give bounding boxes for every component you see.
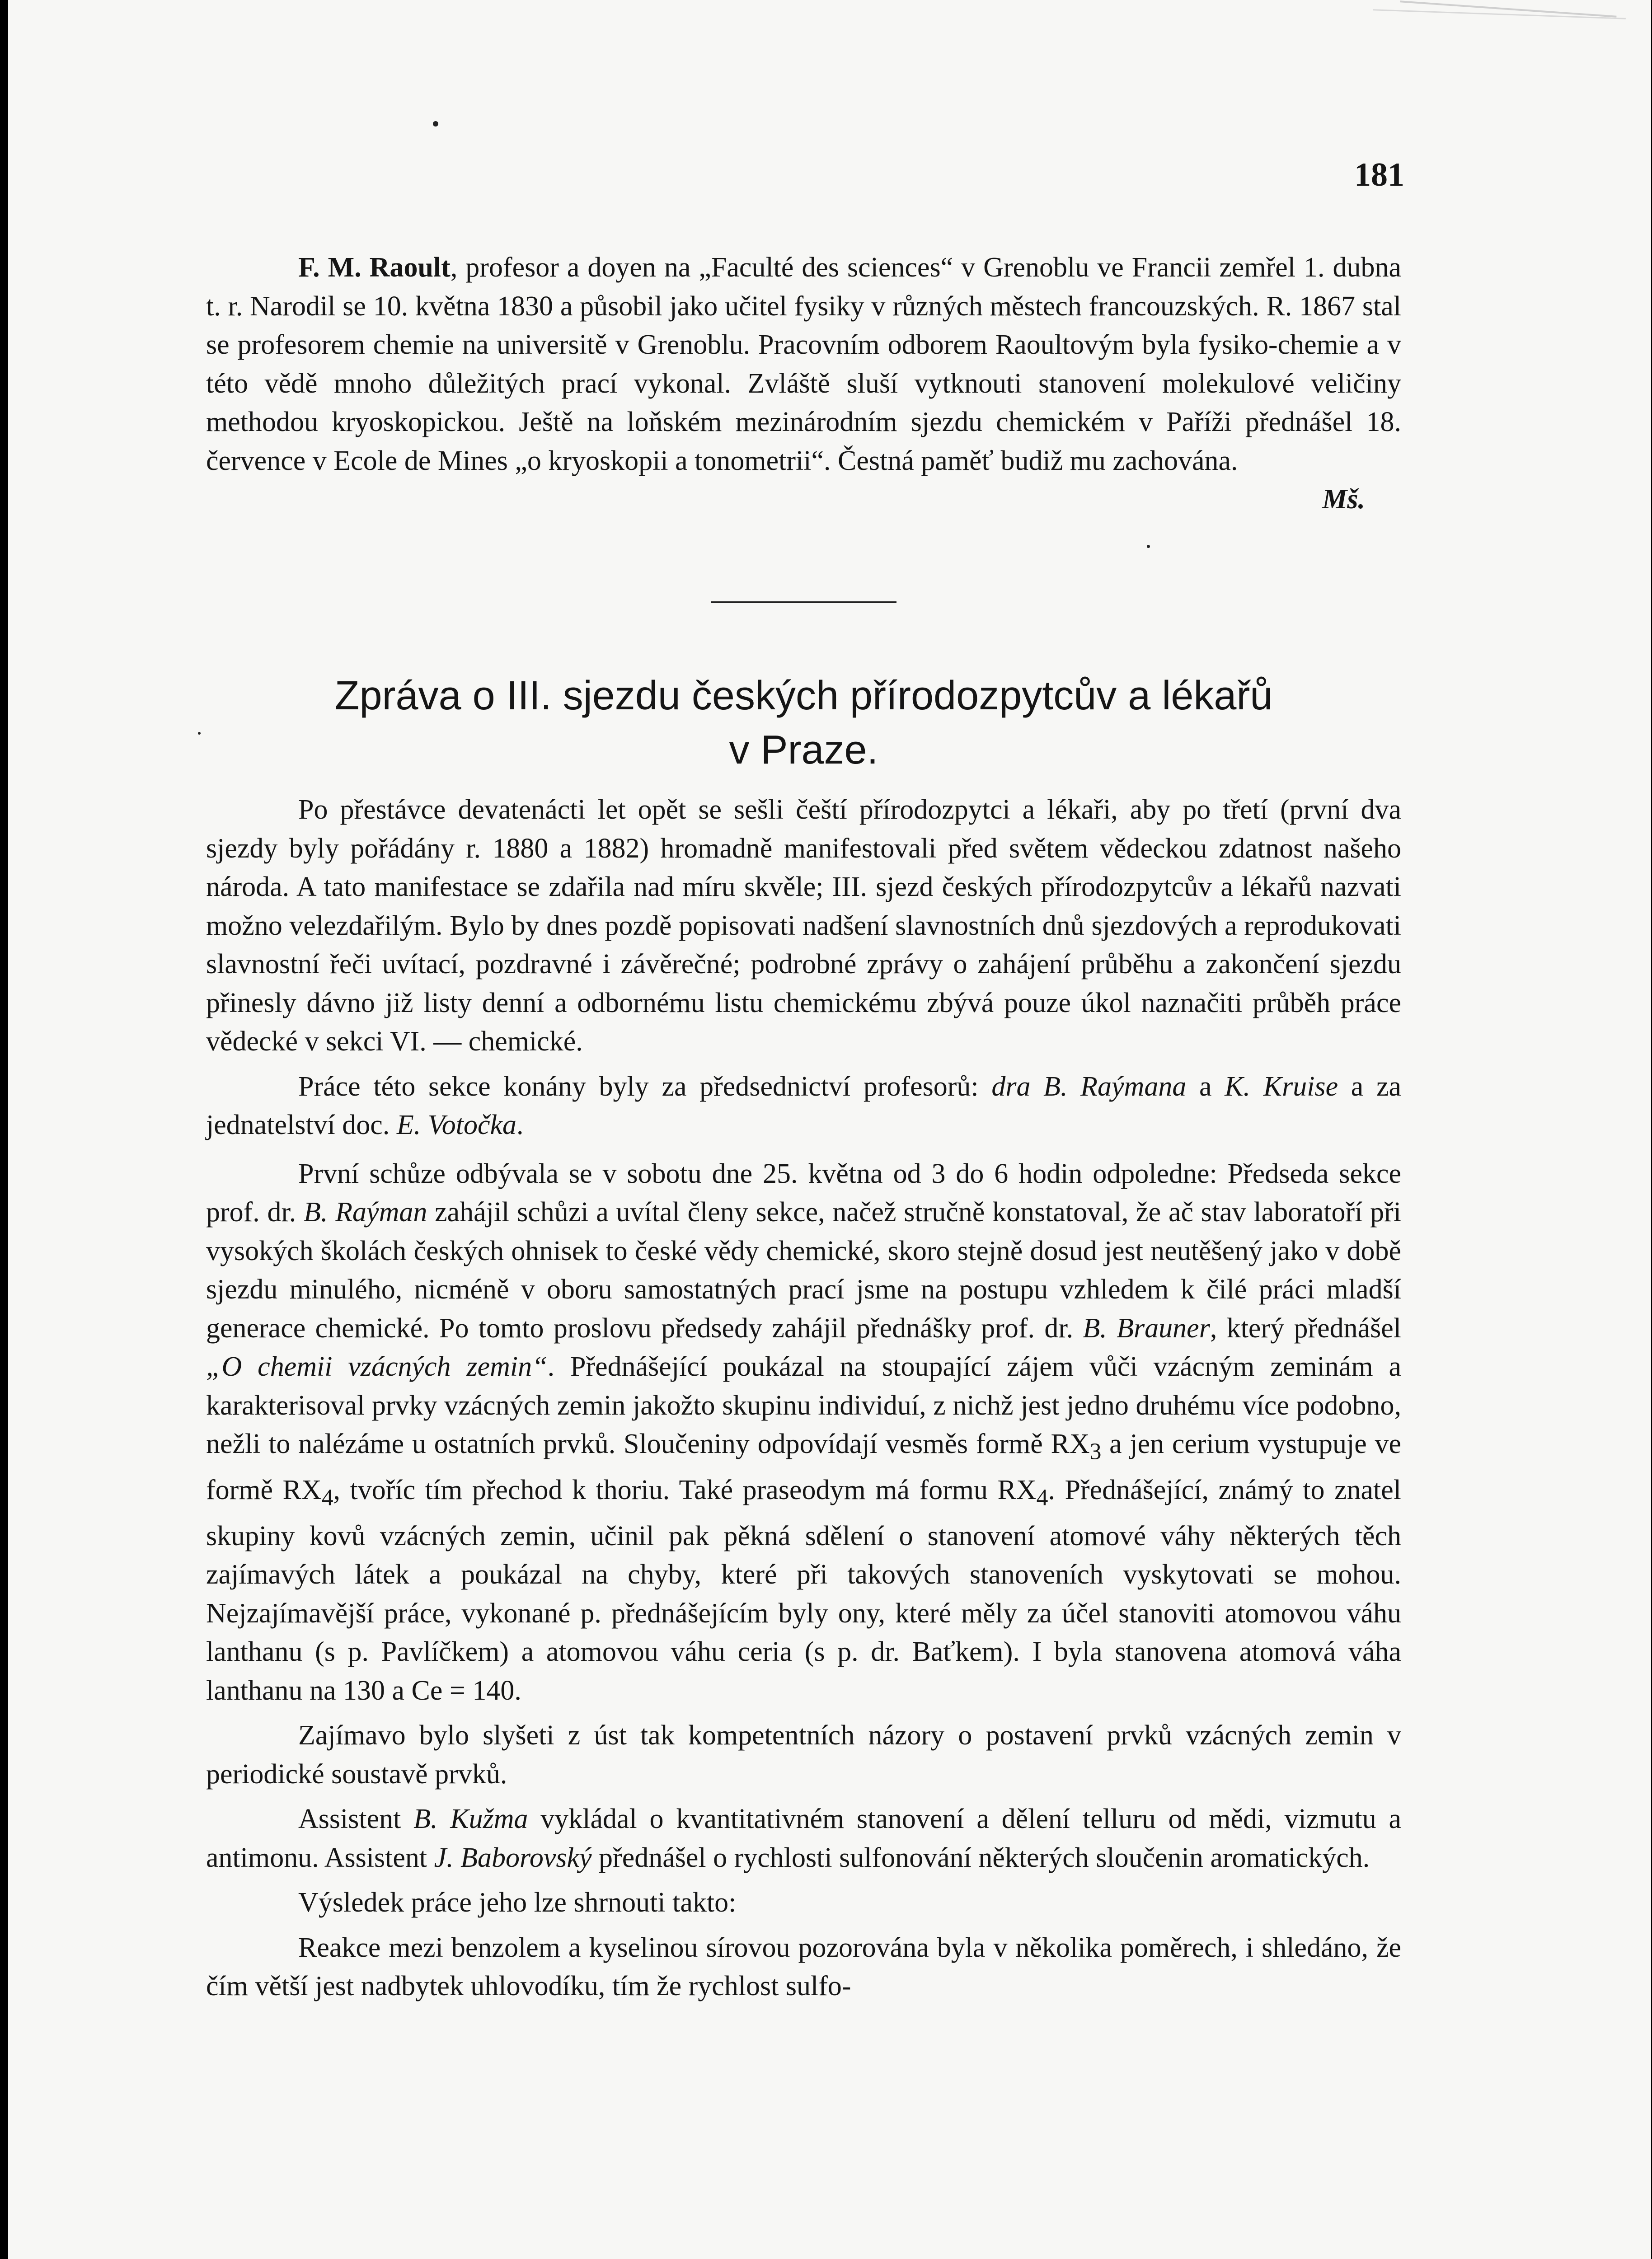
person-name: B. Brauner (1083, 1312, 1210, 1344)
person-name: E. Votočka (396, 1110, 516, 1140)
lecture-title: „O chemii vzácných zemin“ (206, 1351, 548, 1382)
text-run: a za jednatelství doc. (206, 1071, 1401, 1140)
report-title-line2: v Praze. (729, 727, 878, 773)
paragraph-2 (206, 1068, 1401, 1145)
text-run: a jen cerium vystupuje ve formě RX (206, 1429, 1401, 1505)
person-name: J. Baborovský (434, 1842, 592, 1873)
text-run: a (1186, 1071, 1225, 1102)
text-run: , který přednášel (1210, 1312, 1402, 1344)
person-name: B. Kužma (413, 1804, 528, 1835)
subscript: 4 (321, 1485, 333, 1511)
paragraph-3 (206, 1155, 1401, 1711)
obituary-name: F. M. Raoult (298, 252, 451, 283)
text-run: zahájil schůzi a uvítal členy sekce, načež stručně konstatoval, že ač stav laboratoří při vysokých školách českých ohnisek to české vědy chemické, skoro stejně dosud jest neutěšený jako v době sjezdu minulého, nicméně v oboru samostatných prací jsme na postupu vzhledem k čilé práci mladší generace chemické. Po tomto proslovu předsedy zahájil přednášky prof. dr. (206, 1197, 1401, 1344)
text-run: . Přednášející poukázal na stoupající zájem vůči vzácným zeminám a karakterisoval prvky vzácných zemin jakožto skupinu individuí, z nichž jest jedno druhému více podobno, nežli to nalézáme u ostatních prvků. Sloučeniny odpovídají vesměs formě RX (206, 1351, 1401, 1459)
obituary-section (206, 248, 1401, 519)
text-run: První schůze odbývala se v sobotu dne 25. května od 3 do 6 hodin odpoledne: Předseda sekce prof. dr. (206, 1158, 1401, 1228)
paragraph-4: Zajímavo bylo slyšeti z úst tak kompetentních názory o postavení prvků vzácných zemin v periodické soustavě prvků. (206, 1720, 1401, 1790)
text-run: Práce této sekce konány byly za předsednictví profesorů: (298, 1071, 992, 1102)
page-number: 181 (1354, 156, 1404, 193)
obituary-paragraph (206, 248, 1402, 515)
subscript: 3 (1089, 1439, 1102, 1465)
person-name: K. Kruise (1225, 1071, 1338, 1102)
text-run: vykládal o kvantitativném stanovení a dělení telluru od mědi, vizmutu a antimonu. Assistent (206, 1804, 1401, 1873)
obituary-signature: Mš. (1322, 484, 1365, 515)
document-page (8, 0, 1651, 2259)
person-name: B. Raýman (304, 1197, 427, 1228)
text-run: . Přednášející, známý to znatel skupiny kovů vzácných zemin, učinil pak pěkná sdělení o stanovení atomové váhy některých těch zajímavých látek a poukázal na chyby, které při takových stanoveních vyskytovati se mohou. Nejzajímavější práce, vykonané p. přednášejícím byly ony, které měly za účel stanoviti atomovou váhu lanthanu (s p. Pavlíčkem) a atomovou váhu ceria (s p. dr. Baťkem). I byla stanovena atomová váha lanthanu na 130 a Ce = 140. (206, 1474, 1401, 1706)
report-title-line1: Zpráva o III. sjezdu českých přírodozpytcův a lékařů (334, 673, 1273, 718)
text-run: přednášel o rychlosti sulfonování některých sloučenin aromatických. (591, 1842, 1370, 1873)
text-run: . (516, 1110, 524, 1140)
scan-speck (198, 732, 201, 735)
text-run: , tvoříc tím přechod k thoriu. Také praseodym má formu RX (333, 1474, 1037, 1505)
subscript: 4 (1036, 1485, 1048, 1511)
paragraph-6: Výsledek práce jeho lze shrnouti takto: (298, 1887, 737, 1918)
text-run: Assistent (298, 1804, 414, 1835)
report-title (206, 669, 1401, 777)
paragraph-5 (206, 1800, 1401, 1877)
paragraph-7: Reakce mezi benzolem a kyselinou sírovou pozorována byla v několika poměrech, i shledáno, že čím větší jest nadbytek uhlovodíku, tím že rychlost sulfo- (206, 1932, 1401, 2002)
paragraph-1: Po přestávce devatenácti let opět se sešli čeští přírodozpytci a lékaři, aby po třetí (první dva sjezdy byly pořádány r. 1880 a 1882) hromadně manifestovali před světem vědeckou zdatnost našeho národa. A tato manifestace se zdařila nad míru skvěle; III. sjezd českých přírodozpytcův a lékařů nazvati možno velezdařilým. Bylo by dnes pozdě popisovati nadšení slavnostních dnů sjezdových a reprodukovati slavnostní řeči uvítací, pozdravné i závěrečné; podrobné zprávy o zahájení průběhu a zakončení sjezdu přinesly dávno již listy denní a odbornému listu chemickému zbývá pouze úkol naznačiti průběh práce vědecké v sekci VI. — chemické. (206, 794, 1401, 1057)
person-name: dra B. Raýmana (991, 1071, 1187, 1102)
scan-speck (1147, 545, 1150, 548)
scan-speck (433, 121, 438, 127)
section-divider (711, 601, 896, 603)
obituary-text: , profesor a doyen na „Faculté des sciences“ v Grenoblu ve Francii zemřel 1. dubna t. r. Narodil se 10. května 1830 a působil jako učitel fysiky v různých městech francouzských. R. 1867 stal se profesorem chemie na universitě v Grenoblu. Pracovním odborem Raoultovým byla fysiko-chemie a v této vědě mnoho důležitých prací vykonal. Zvláště sluší vytknouti stanovení molekulové veličiny methodou kryoskopickou. Ještě na loňském mezinárodním sjezdu chemickém v Paříži přednášel 18. července v Ecole de Mines „o kryoskopii a tonometrii“. Čestná paměť budiž mu zachována. (206, 252, 1402, 476)
report-body (206, 791, 1401, 2006)
